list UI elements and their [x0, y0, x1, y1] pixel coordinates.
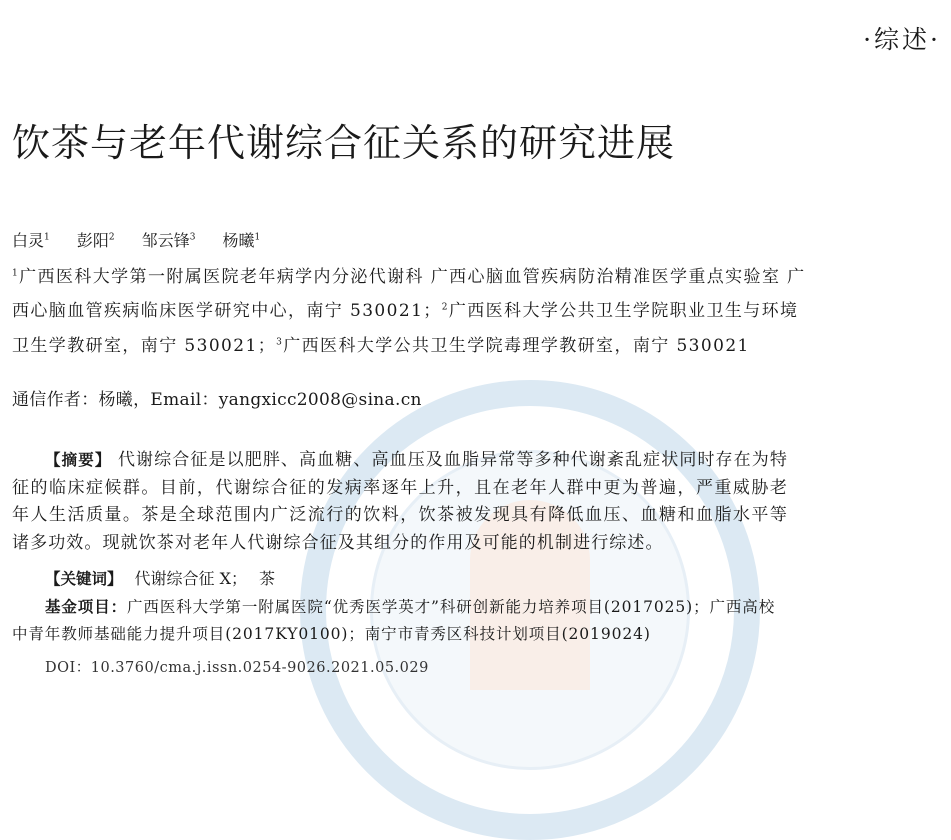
corresponding-author: 通信作者：杨曦，Email：yangxicc2008@sina.cn — [12, 390, 422, 410]
author-name: 杨曦 — [222, 231, 255, 250]
keyword: 代谢综合征 X； — [134, 569, 247, 588]
affiliation-text: 广西医科大学公共卫生学院职业卫生与环境卫生学教研室，南宁 530021； — [12, 301, 799, 356]
affiliation-mark: 3 — [276, 337, 284, 348]
author-affiliation-mark: 1 — [44, 232, 50, 243]
author-affiliation-mark: 1 — [254, 232, 261, 243]
affiliation-mark: 1 — [12, 268, 20, 278]
keywords-label: 【关键词】 — [45, 570, 123, 588]
funding — [12, 594, 788, 648]
affiliation-text: 广西医科大学第一附属医院老年病学内分泌代谢科 广西心脑血管疾病防治精准医学重点实验室 广西心脑血管疾病临床医学研究中心，南宁 530021； — [12, 266, 806, 322]
section-tag: ·综述· — [863, 25, 941, 54]
article-title: 饮茶与老年代谢综合征关系的研究进展 — [12, 121, 676, 165]
affiliations — [12, 258, 812, 362]
author — [142, 231, 196, 250]
funding-text: 广西医科大学第一附属医院“优秀医学英才”科研创新能力培养项目(2017025)；广西高校中青年教师基础能力提升项目(2017KY0100)；南宁市青秀区科技计划项目(2019024) — [12, 598, 776, 643]
author — [223, 231, 261, 250]
author — [12, 231, 50, 250]
author-name: 彭阳 — [76, 231, 109, 250]
funding-label: 基金项目： — [45, 598, 128, 616]
affiliation-mark: 2 — [441, 302, 449, 313]
author-list — [12, 228, 282, 251]
affiliation-text: 广西医科大学公共卫生学院毒理学教研室，南宁 530021 — [283, 335, 750, 356]
author-affiliation-mark: 2 — [108, 232, 115, 243]
keywords — [45, 566, 275, 589]
abstract — [12, 447, 788, 557]
affiliation — [276, 336, 750, 356]
author-affiliation-mark: 3 — [189, 232, 196, 243]
keyword: 茶 — [259, 569, 276, 588]
doi: DOI：10.3760/cma.j.issn.0254-9026.2021.05.029 — [45, 660, 429, 676]
author — [77, 231, 115, 250]
author-name: 邹云锋 — [141, 231, 190, 250]
author-name: 白灵 — [12, 231, 45, 250]
abstract-label: 【摘要】 — [45, 451, 112, 469]
abstract-text: 代谢综合征是以肥胖、高血糖、高血压及血脂异常等多种代谢紊乱症状同时存在为特征的临床症候群。目前，代谢综合征的发病率逐年上升，且在老年人群中更为普遍，严重威胁老年人生活质量。茶是全球范围内广泛流行的饮料，饮茶被发现具有降低血压、血糖和血脂水平等诸多功效。现就饮茶对老年人代谢综合征及其组分的作用及可能的机制进行综述。 — [12, 450, 788, 553]
